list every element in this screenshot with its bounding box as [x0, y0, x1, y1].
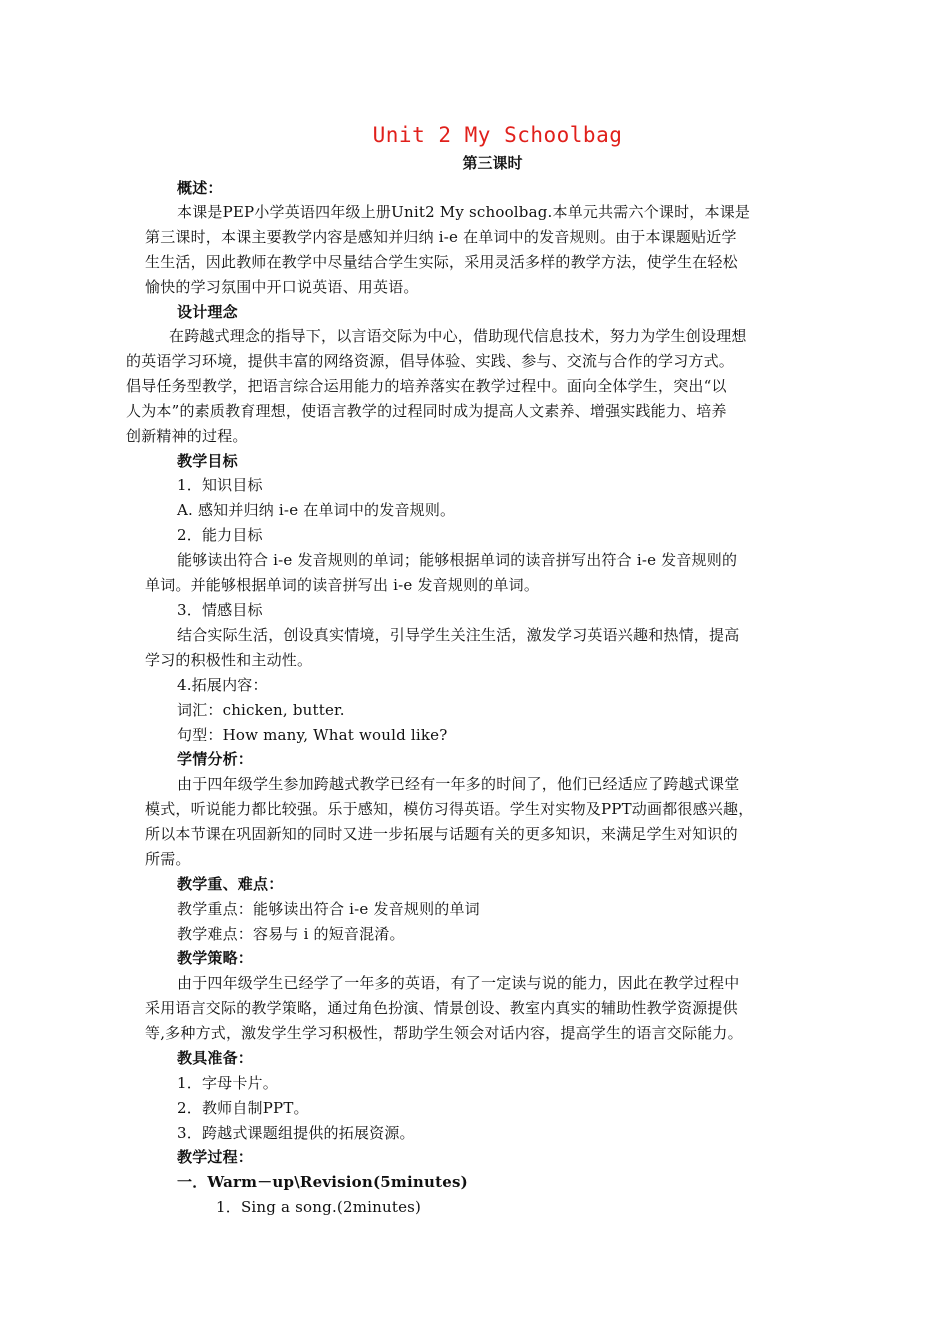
materials-item: 1．字母卡片。: [177, 1074, 278, 1092]
goal-text-line: 单词。并能够根据单词的读音拼写出 i-e 发音规则的单词。: [145, 576, 540, 594]
materials-heading: 教具准备：: [177, 1049, 254, 1067]
overview-line: 生生活，因此教师在教学中尽量结合学生实际，采用灵活多样的教学方法，使学生在轻松: [145, 253, 738, 271]
goal-item: 3．情感目标: [177, 601, 263, 619]
goal-item: 2．能力目标: [177, 526, 263, 544]
overview-line: 本课是PEP小学英语四年级上册Unit2 My schoolbag.本单元共需六个课时，本课是: [177, 203, 751, 221]
analysis-line: 所需。: [145, 850, 191, 868]
overview-line: 愉快的学习氛围中开口说英语、用英语。: [145, 278, 419, 296]
keypoint-line: 教学重点：能够读出符合 i-e 发音规则的单词: [177, 900, 480, 918]
strategy-line: 由于四年级学生已经学了一年多的英语，有了一定读与说的能力，因此在教学过程中: [177, 974, 740, 992]
analysis-heading: 学情分析：: [177, 750, 254, 768]
concept-line: 在跨越式理念的指导下，以言语交际为中心，借助现代信息技术，努力为学生创设理想: [169, 327, 747, 345]
goal-item: A. 感知并归纳 i-e 在单词中的发音规则。: [177, 501, 456, 519]
materials-item: 2．教师自制PPT。: [177, 1099, 309, 1117]
concept-line: 的英语学习环境，提供丰富的网络资源，倡导体验、实践、参与、交流与合作的学习方式。: [126, 352, 735, 370]
strategy-line: 等,多种方式，激发学生学习积极性，帮助学生领会对话内容，提高学生的语言交际能力。: [145, 1024, 743, 1042]
strategy-heading: 教学策略：: [177, 949, 254, 967]
document-subtitle: 第三课时: [462, 154, 523, 172]
pattern-line: 句型：How many, What would like?: [177, 726, 448, 744]
concept-heading: 设计理念: [177, 303, 238, 321]
goal-item: 1．知识目标: [177, 476, 263, 494]
overview-heading: 概述：: [177, 179, 223, 197]
vocab-line: 词汇：chicken, butter.: [177, 701, 345, 719]
strategy-line: 采用语言交际的教学策略，通过角色扮演、情景创设、教室内真实的辅助性教学资源提供: [145, 999, 738, 1017]
goal-item: 4.拓展内容：: [177, 676, 268, 694]
analysis-line: 所以本节课在巩固新知的同时又进一步拓展与话题有关的更多知识，来满足学生对知识的: [145, 825, 738, 843]
difficulty-line: 教学难点：容易与 i 的短音混淆。: [177, 925, 405, 943]
process-heading: 教学过程：: [177, 1148, 254, 1166]
process-step: 一．Warm－up\Revision(5minutes): [177, 1173, 468, 1191]
goal-text-line: 结合实际生活，创设真实情境，引导学生关注生活，激发学习英语兴趣和热情，提高: [177, 626, 740, 644]
materials-item: 3．跨越式课题组提供的拓展资源。: [177, 1124, 415, 1142]
concept-line: 倡导任务型教学，把语言综合运用能力的培养落实在教学过程中。面向全体学生，突出“以: [126, 377, 727, 395]
keypoints-heading: 教学重、难点：: [177, 875, 284, 893]
goals-heading: 教学目标: [177, 452, 238, 470]
overview-line: 第三课时，本课主要教学内容是感知并归纳 i-e 在单词中的发音规则。由于本课题贴近学: [145, 228, 737, 246]
goal-text-line: 学习的积极性和主动性。: [145, 651, 313, 669]
analysis-line: 模式，听说能力都比较强。乐于感知，模仿习得英语。学生对实物及PPT动画都很感兴趣，: [145, 800, 754, 818]
process-substep: 1．Sing a song.(2minutes): [216, 1198, 422, 1216]
analysis-line: 由于四年级学生参加跨越式教学已经有一年多的时间了，他们已经适应了跨越式课堂: [177, 775, 740, 793]
document-title: Unit 2 My Schoolbag: [372, 123, 623, 147]
goal-text-line: 能够读出符合 i-e 发音规则的单词；能够根据单词的读音拼写出符合 i-e 发音规则的: [177, 551, 738, 569]
concept-line: 人为本”的素质教育理想，使语言教学的过程同时成为提高人文素养、增强实践能力、培养: [126, 402, 727, 420]
concept-line: 创新精神的过程。: [126, 427, 248, 445]
